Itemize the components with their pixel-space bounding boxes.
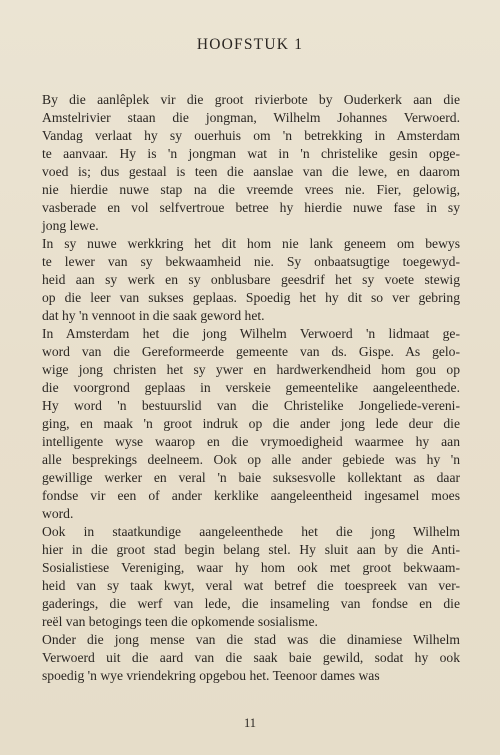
text-line: In Amsterdam het die jong Wilhelm Verwoerd 'n lidmaat ge- <box>42 326 460 341</box>
text-line: By die aanlêplek vir die groot rivierbote by Ouderkerk aan die <box>42 92 460 107</box>
text-line: heid van sy taak kwyt, veral wat betref die toespreek van ver- <box>42 578 460 593</box>
text-line: reël van betogings teen die opkomende sosialisme. <box>42 614 318 629</box>
text-line: vasberade en vol selfvertroue betree hy hierdie nuwe fase in sy <box>42 200 460 215</box>
paragraph <box>42 523 460 631</box>
text-line: intelligente wyse waarop en die vrymoedigheid waarmee hy aan <box>42 434 460 449</box>
text-line: In sy nuwe werkkring het dit hom nie lank geneem om bewys <box>42 236 460 251</box>
text-line: alle besprekings deelneem. Ook op alle ander gebiede was hy 'n <box>42 452 460 467</box>
text-line: Sosialistiese Vereniging, waar hy hom ook met groot bekwaam- <box>42 560 460 575</box>
text-line: die voorgrond geplaas in verskeie gemeentelike aangeleenthede. <box>42 380 460 395</box>
text-line: Hy word 'n bestuurslid van die Christelike Jongeliede-vereni- <box>42 398 460 413</box>
text-line: gewillige werker en veral 'n baie suksesvolle kollektant as daar <box>42 470 460 485</box>
text-line: hier in die groot stad begin belang stel. Hy sluit aan by die Anti- <box>42 542 460 557</box>
text-line: Ook in staatkundige aangeleenthede het die jong Wilhelm <box>42 524 460 539</box>
text-line: fondse vir een of ander kerklike aangeleentheid ingesamel moes <box>42 488 460 503</box>
text-line: ging, en maak 'n groot indruk op die ander jong lede deur die <box>42 416 460 431</box>
text-line: wige jong christen het sy ywer en hardwerkendheid hom gou op <box>42 362 460 377</box>
paragraph <box>42 325 460 523</box>
body-text <box>42 91 460 685</box>
text-line: heid aan sy werk en sy onblusbare geesdrif het sy voete stewig <box>42 272 460 287</box>
text-line: voed is; dus gestaal is teen die aanslae van die lewe, en daarom <box>42 164 460 179</box>
text-line: nie hierdie nuwe stap na die vreemde vrees nie. Fier, gelowig, <box>42 182 460 197</box>
text-line: word van die Gereformeerde gemeente van ds. Gispe. As gelo- <box>42 344 460 359</box>
text-line: jong lewe. <box>42 218 99 233</box>
paragraph <box>42 91 460 235</box>
text-line: Vandag verlaat hy sy ouerhuis om 'n betrekking in Amsterdam <box>42 128 460 143</box>
text-line: te lewer van sy bekwaamheid nie. Sy onbaatsugtige toegewyd- <box>42 254 460 269</box>
text-line: spoedig 'n wye vriendekring opgebou het. Teenoor dames was <box>42 668 380 683</box>
text-line: dat hy 'n vennoot in die saak geword het. <box>42 308 265 323</box>
text-line: Verwoerd uit die aard van die saak baie gewild, sodat hy ook <box>42 650 460 665</box>
paragraph <box>42 235 460 325</box>
text-line: word. <box>42 506 74 521</box>
paragraph <box>42 631 460 685</box>
text-line: op die leer van sukses geplaas. Spoedig het hy dit so ver gebring <box>42 290 460 305</box>
text-line: te aanvaar. Hy is 'n jongman wat in 'n christelike gesin opge- <box>42 146 460 161</box>
text-line: Onder die jong mense van die stad was die dinamiese Wilhelm <box>42 632 460 647</box>
page-number: 11 <box>243 716 257 730</box>
text-line: Amstelrivier staan die jongman, Wilhelm Johannes Verwoerd. <box>42 110 460 125</box>
text-line: gaderings, die werf van lede, die insameling van fondse en die <box>42 596 460 611</box>
chapter-title: HOOFSTUK 1 <box>196 36 304 53</box>
